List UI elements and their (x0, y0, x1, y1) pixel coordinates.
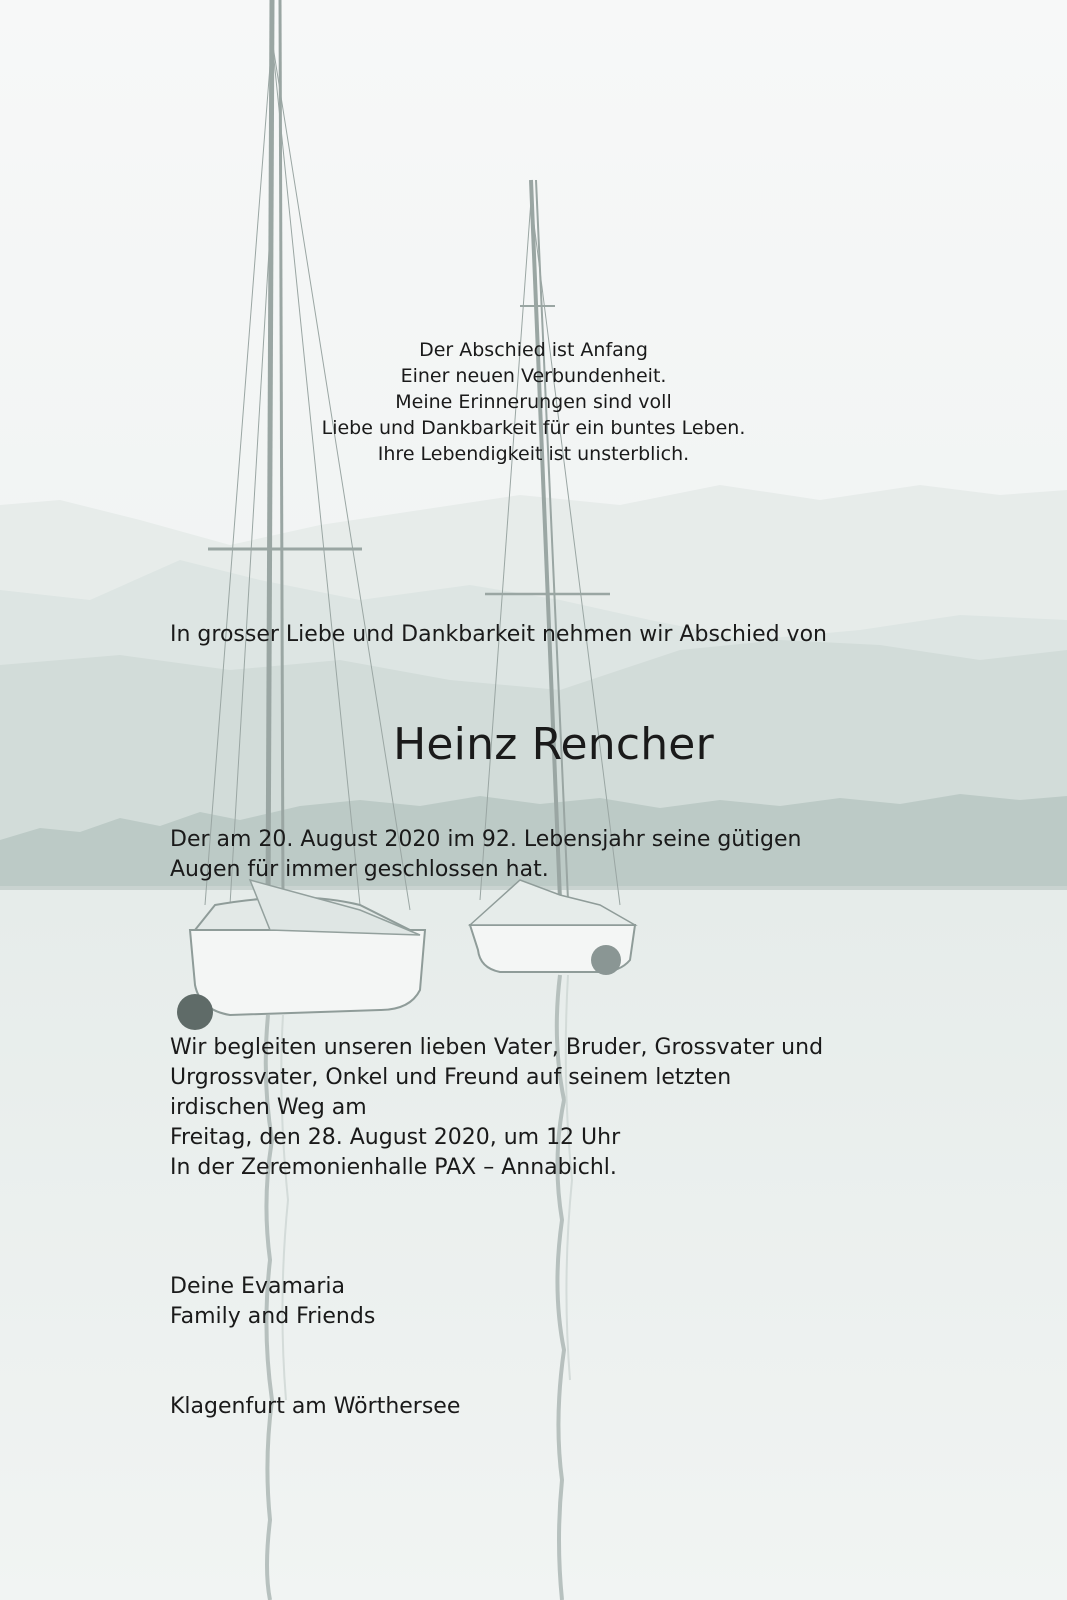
funeral-line: Wir begleiten unseren lieben Vater, Bruder, Grossvater und (170, 1035, 824, 1060)
signature-line: Family and Friends (170, 1304, 376, 1329)
signature-line: Deine Evamaria (170, 1274, 346, 1299)
death-notice (170, 825, 801, 885)
poem-line: Meine Erinnerungen sind voll (395, 391, 672, 413)
deceased-name: Heinz Rencher (393, 719, 714, 770)
funeral-line: Urgrossvater, Onkel und Freund auf seinem letzten (170, 1065, 732, 1090)
death-notice-line: Der am 20. August 2020 im 92. Lebensjahr seine gütigen (170, 827, 802, 852)
signature (170, 1272, 375, 1332)
funeral-details (170, 1033, 823, 1183)
poem-line: Der Abschied ist Anfang (419, 339, 648, 361)
funeral-line: Freitag, den 28. August 2020, um 12 Uhr (170, 1125, 621, 1150)
memorial-poem (0, 337, 1067, 467)
death-notice-line: Augen für immer geschlossen hat. (170, 857, 549, 882)
farewell-intro: In grosser Liebe und Dankbarkeit nehmen wir Abschied von (170, 622, 827, 647)
place-line: Klagenfurt am Wörthersee (170, 1394, 461, 1419)
poem-line: Einer neuen Verbundenheit. (400, 365, 667, 387)
poem-line: Liebe und Dankbarkeit für ein buntes Leben. (321, 417, 746, 439)
poem-line: Ihre Lebendigkeit ist unsterblich. (377, 443, 690, 465)
funeral-line: In der Zeremonienhalle PAX – Annabichl. (170, 1155, 617, 1180)
funeral-line: irdischen Weg am (170, 1095, 367, 1120)
